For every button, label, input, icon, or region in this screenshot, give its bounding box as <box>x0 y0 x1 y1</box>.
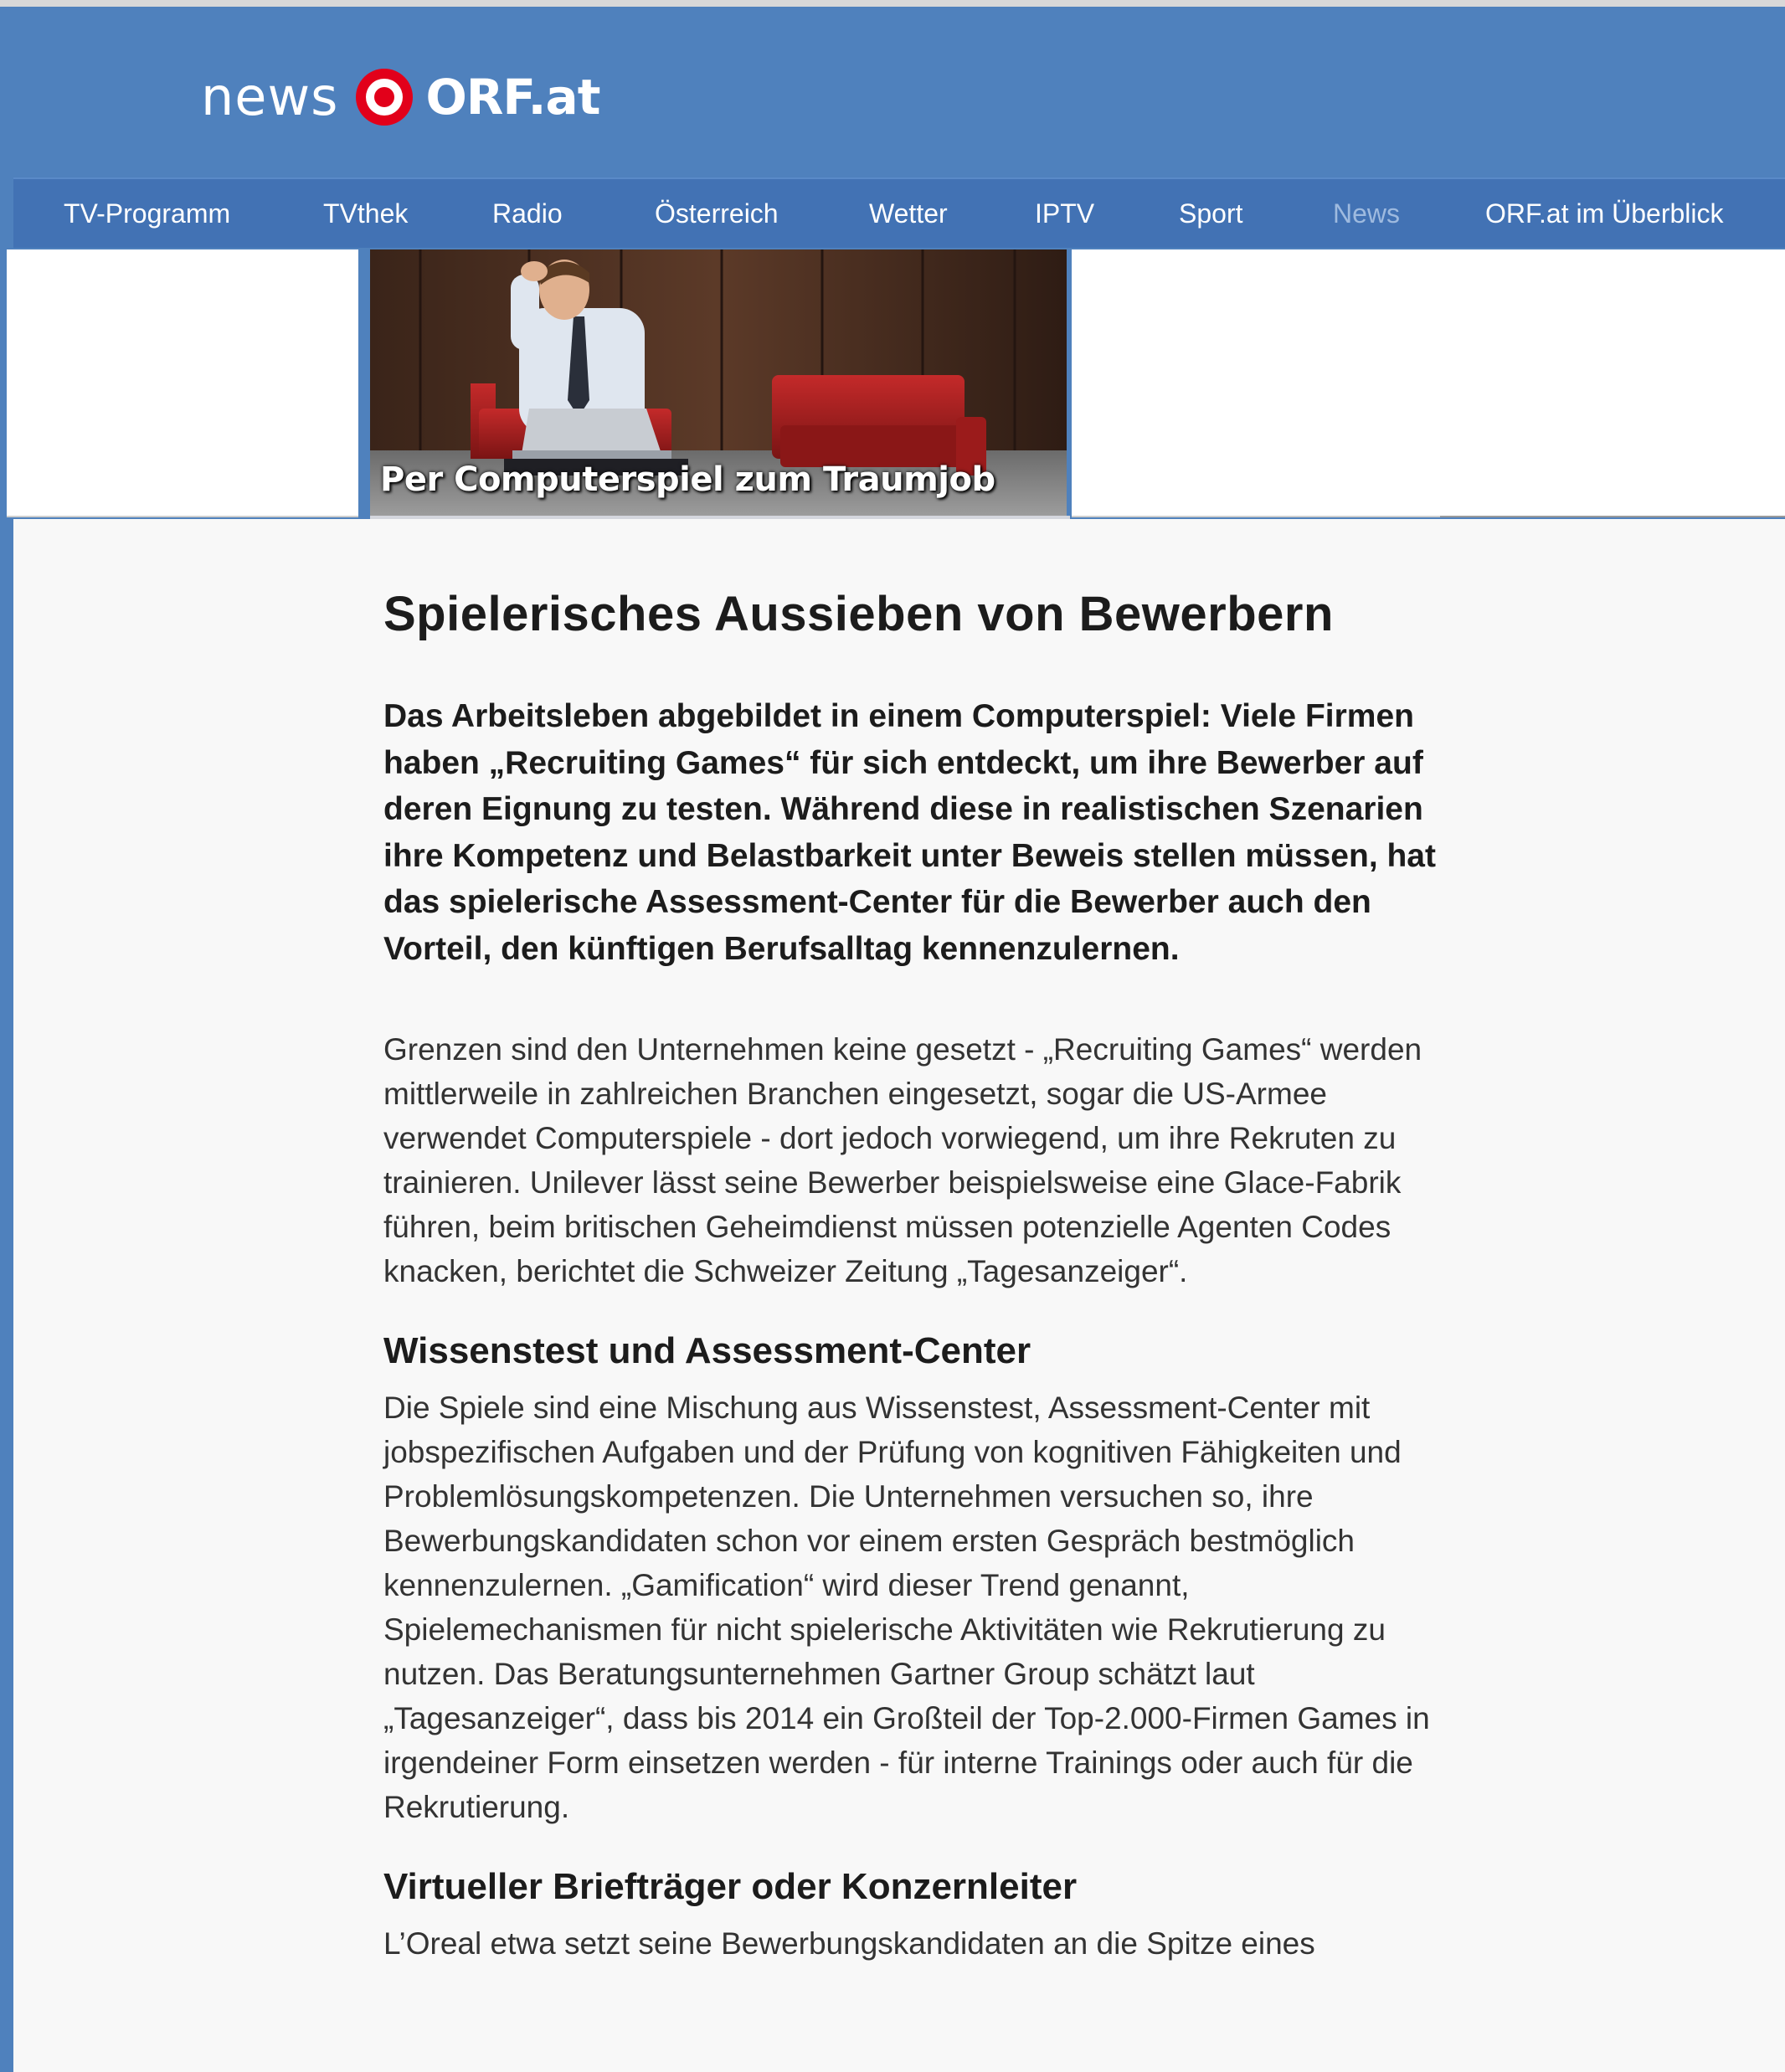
nav-item-orf-ueberblick[interactable]: ORF.at im Überblick <box>1485 198 1724 229</box>
nav-item-wetter[interactable]: Wetter <box>869 198 948 229</box>
nav-item-tvthek[interactable]: TVthek <box>323 198 409 229</box>
article-paragraph: L’Oreal etwa setzt seine Bewerbungskandidaten an die Spitze eines <box>383 1926 1315 1961</box>
orf-target-icon <box>353 66 415 128</box>
nav-item-iptv[interactable]: IPTV <box>1035 198 1095 229</box>
logo-news-text: news <box>201 66 339 127</box>
article-subheading: Virtueller Briefträger oder Konzernleiter <box>383 1866 1078 1907</box>
nav-item-news[interactable]: News <box>1333 198 1401 229</box>
article-paragraph: Die Spiele sind eine Mischung aus Wissenstest, Assessment-Center mit jobspezifischen Aufgaben und der Prüfung von kognitiven Fähigkeiten und Problemlösungskompetenzen. Die Unternehmen versuchen so, ihre Bewerbungskandidaten schon vor einem ersten Gespräch bestmöglich kennenzulernen. „Gamification“ wird dieser Trend genannt, Spielemechanismen für nicht spielerische Aktivitäten wie Rekrutierung zu nutzen. Das Beratungsunternehmen Gartner Group schätzt laut „Tagesanzeiger“, dass bis 2014 ein Großteil der Top-2.000-Firmen Games in irgendeiner Form einsetzen werden - für interne Trainings oder auch für die Rekrutierung. <box>383 1391 1430 1824</box>
teaser-caption: Per Computerspiel zum Traumjob <box>380 460 995 499</box>
blank-panel-left <box>7 249 358 517</box>
nav-item-sport[interactable]: Sport <box>1179 198 1243 229</box>
site-header <box>0 7 1785 174</box>
nav-item-tv-programm[interactable]: TV-Programm <box>64 198 231 229</box>
article-lead: Das Arbeitsleben abgebildet in einem Computerspiel: Viele Firmen haben „Recruiting Games“ für sich entdeckt, um ihre Bewerber auf deren Eignung zu testen. Während diese in realistischen Szenarien ihre Kompetenz und Belastbarkeit unter Beweis stellen müssen, hat das spielerische Assessment-Center für die Bewerber auch den Vorteil, den künftigen Berufsalltag kennenzulernen. <box>383 698 1436 967</box>
article-subheading: Wissenstest und Assessment-Center <box>383 1330 1031 1371</box>
article-paragraph: Grenzen sind den Unternehmen keine gesetzt - „Recruiting Games“ werden mittlerweile in zahlreichen Branchen eingesetzt, sogar die US-Armee verwendet Computerspiele - dort jedoch vorwiegend, um ihre Rekruten zu trainieren. Unilever lässt seine Bewerber beispielsweise eine Glace-Fabrik führen, beim britischen Geheimdienst müssen potenzielle Agenten Codes knacken, berichtet die Schweizer Zeitung „Tagesanzeiger“. <box>383 1032 1422 1288</box>
article-content-area <box>13 519 1785 2072</box>
nav-item-radio[interactable]: Radio <box>492 198 563 229</box>
nav-item-oesterreich[interactable]: Österreich <box>655 198 779 229</box>
site-logo[interactable] <box>201 64 599 131</box>
logo-orf-text: ORF.at <box>425 69 600 126</box>
main-navigation <box>13 177 1785 248</box>
teaser-row <box>7 248 1785 519</box>
blank-panel-far-right <box>1440 249 1785 517</box>
teaser-image-link[interactable] <box>370 249 1067 516</box>
browser-top-strip <box>0 0 1785 7</box>
article-title: Spielerisches Aussieben von Bewerbern <box>383 587 1334 641</box>
blank-panel-right <box>1072 249 1443 517</box>
article <box>383 586 1447 1966</box>
